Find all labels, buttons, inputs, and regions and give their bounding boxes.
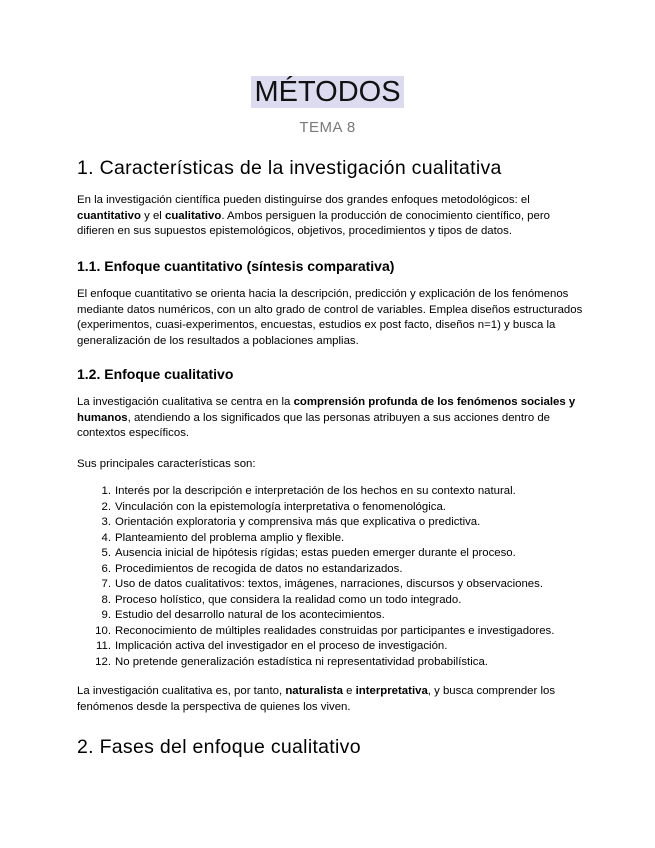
list-item: 6. Procedimientos de recogida de datos no estandarizados.: [101, 562, 403, 575]
section-1-2-heading: 1.2. Enfoque cualitativo: [77, 366, 234, 382]
section-1-2-paragraph-1: La investigación cualitativa se centra en la comprensión profunda de los fenómenos sociales y humanos, atendiendo a los significados que las personas atribuyen a sus acciones dentro de contextos específicos.: [77, 396, 576, 440]
list-item: 2. Vinculación con la epistemología interpretativa o fenomenológica.: [101, 500, 446, 513]
section-1-intro: En la investigación científica pueden distinguirse dos grandes enfoques metodológicos: el cuantitativo y el cualitativo. Ambos persiguen la producción de conocimiento científico, pero difieren en sus supuestos epistemológicos, objetivos, procedimientos y tipos de datos.: [77, 194, 550, 238]
section-1-heading: 1. Características de la investigación cualitativa: [77, 157, 502, 179]
document-subtitle: TEMA 8: [299, 119, 356, 136]
list-item: 7. Uso de datos cualitativos: textos, imágenes, narraciones, discursos y observaciones.: [101, 578, 543, 590]
characteristics-list: [77, 484, 597, 670]
list-item: 3. Orientación exploratoria y comprensiva más que explicativa o predictiva.: [101, 516, 481, 528]
title-wrapper: [0, 76, 655, 108]
section-1-2-paragraph-2: Sus principales características son:: [77, 458, 256, 470]
list-item: 8. Proceso holístico, que considera la realidad como un todo integrado.: [101, 593, 462, 606]
document-title: MÉTODOS: [251, 76, 403, 108]
list-item: 12. No pretende generalización estadística ni representatividad probabilística.: [95, 655, 488, 668]
list-item: 10. Reconocimiento de múltiples realidades construidas por participantes e investigadores.: [95, 624, 555, 637]
section-1-1-text: El enfoque cuantitativo se orienta hacia la descripción, predicción y explicación de los fenómenos mediante datos numéricos, con un alto grado de control de variables. Emplea diseños estructurados (experimentos, cuasi-experimentos, encuestas, estudios ex post facto, diseños n=1) y busca la generalización de los resultados a poblaciones amplias.: [77, 288, 583, 347]
list-item: 5. Ausencia inicial de hipótesis rígidas; estas pueden emerger durante el proceso.: [101, 547, 516, 559]
list-item: 11. Implicación activa del investigador en el proceso de investigación.: [96, 640, 448, 652]
section-1-2-conclusion: La investigación cualitativa es, por tanto, naturalista e interpretativa, y busca comprender los fenómenos desde la perspectiva de quienes los viven.: [77, 685, 556, 713]
list-item: 4. Planteamiento del problema amplio y flexible.: [101, 531, 345, 544]
section-2-heading: 2. Fases del enfoque cualitativo: [77, 736, 361, 758]
list-item: 1. Interés por la descripción e interpretación de los hechos en su contexto natural.: [101, 485, 516, 497]
section-1-1-heading: 1.1. Enfoque cuantitativo (síntesis comparativa): [77, 258, 395, 274]
list-item: 9. Estudio del desarrollo natural de los acontecimientos.: [101, 609, 385, 621]
